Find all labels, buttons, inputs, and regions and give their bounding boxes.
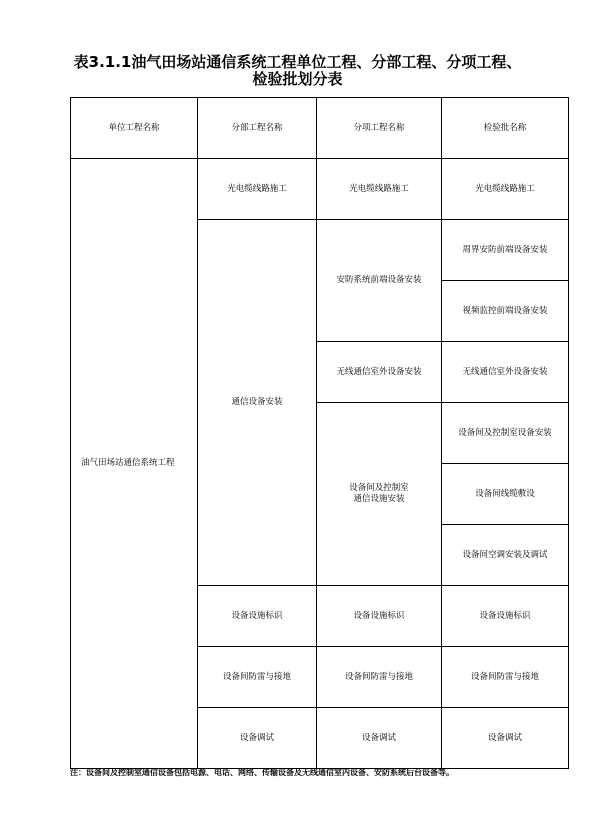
subitem-cell: 设备调试 — [317, 708, 442, 769]
header-row — [71, 98, 569, 159]
subitem-cell: 光电缆线路施工 — [317, 159, 442, 220]
lot-cell: 无线通信室外设备安装 — [442, 342, 569, 403]
subitem-line-1: 设备间及控制室 — [349, 483, 409, 493]
footnote: 注：设备间及控制室通信设备包括电源、电话、网络、传输设备及无线通信室内设备、安防系统后台设备等。 — [70, 768, 454, 777]
division-cell: 设备间防雷与接地 — [198, 647, 317, 708]
division-cell: 设备设施标识 — [198, 586, 317, 647]
table-row — [71, 159, 569, 220]
subitem-cell: 设备设施标识 — [317, 586, 442, 647]
division-cell: 通信设备安装 — [198, 220, 317, 586]
header-subitem: 分项工程名称 — [317, 98, 442, 159]
lot-cell: 光电缆线路施工 — [442, 159, 569, 220]
division-cell: 设备调试 — [198, 708, 317, 769]
subitem-line-2: 通信设施安装 — [353, 494, 405, 504]
lot-cell: 视频监控前端设备安装 — [442, 281, 569, 342]
page-title — [0, 54, 595, 88]
header-lot: 检验批名称 — [442, 98, 569, 159]
lot-cell: 设备间及控制室设备安装 — [442, 403, 569, 464]
lot-cell: 设备设施标识 — [442, 586, 569, 647]
lot-cell: 设备调试 — [442, 708, 569, 769]
division-table — [70, 97, 569, 769]
unit-cell: 油气田场站通信系统工程 — [71, 159, 198, 769]
division-cell: 光电缆线路施工 — [198, 159, 317, 220]
title-line-1: 表3.1.1油气田场站通信系统工程单位工程、分部工程、分项工程、 — [73, 53, 522, 71]
lot-cell: 周界安防前端设备安装 — [442, 220, 569, 281]
title-line-2: 检验批划分表 — [252, 70, 343, 88]
lot-cell: 设备间线缆敷设 — [442, 464, 569, 525]
subitem-cell: 安防系统前端设备安装 — [317, 220, 442, 342]
subitem-cell: 设备间防雷与接地 — [317, 647, 442, 708]
header-division: 分部工程名称 — [198, 98, 317, 159]
lot-cell: 设备间防雷与接地 — [442, 647, 569, 708]
subitem-cell — [317, 403, 442, 586]
subitem-cell: 无线通信室外设备安装 — [317, 342, 442, 403]
header-unit: 单位工程名称 — [71, 98, 198, 159]
lot-cell: 设备间空调安装及调试 — [442, 525, 569, 586]
